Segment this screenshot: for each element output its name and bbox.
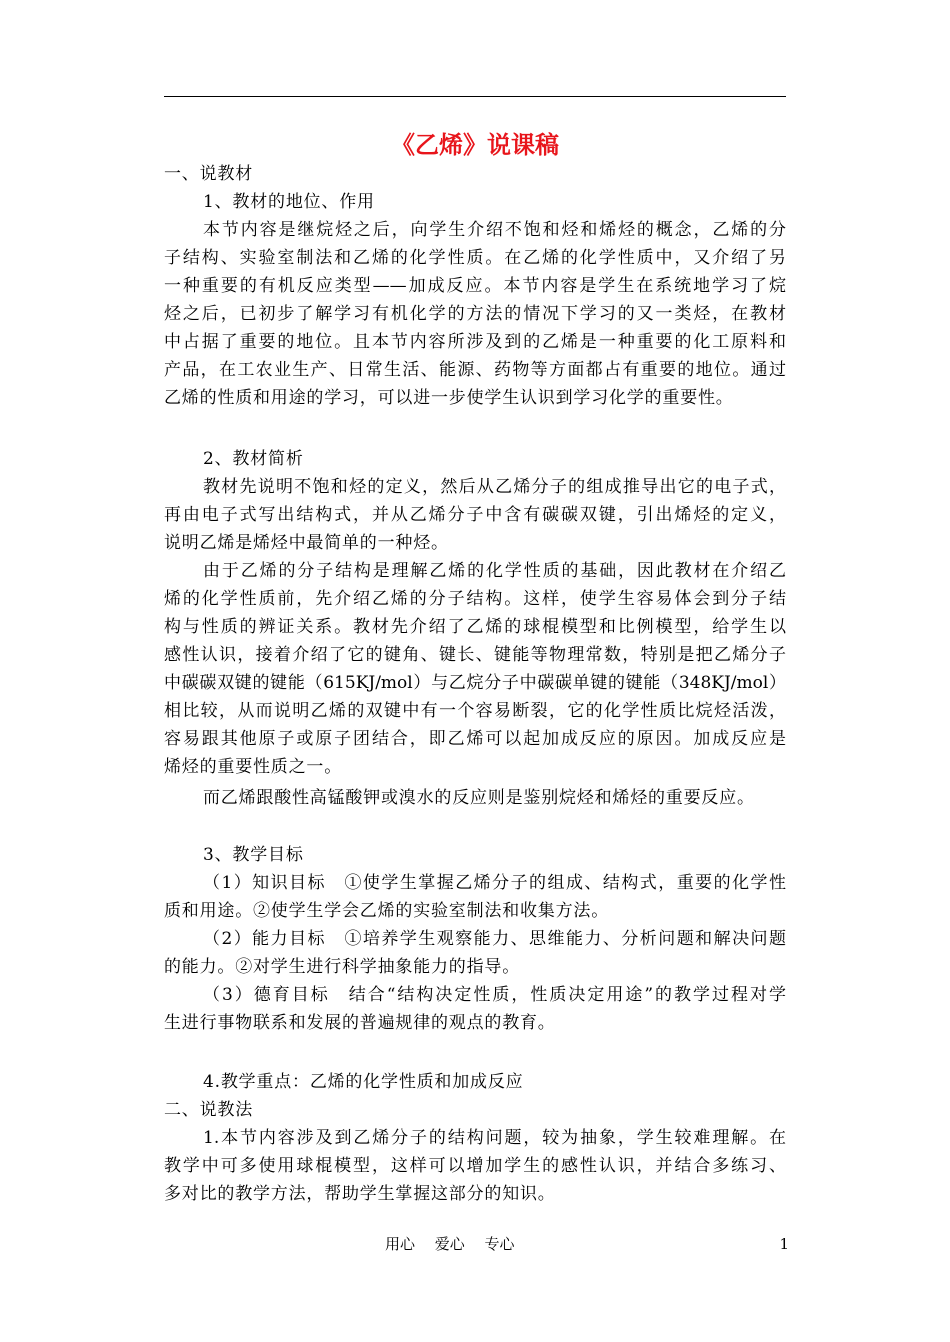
- paragraph-line: 一种重要的有机反应类型——加成反应。本节内容是学生在系统地学习了烷: [164, 276, 786, 296]
- paragraph-line: 烯的化学性质前，先介绍乙烯的分子结构。这样，使学生容易体会到分子结: [164, 589, 786, 609]
- paragraph-line: 由于乙烯的分子结构是理解乙烯的化学性质的基础，因此教材在介绍乙: [203, 561, 786, 581]
- paragraph-line: （2）能力目标 ①培养学生观察能力、思维能力、分析问题和解决问题: [203, 929, 786, 949]
- paragraph-line: 子结构、实验室制法和乙烯的化学性质。在乙烯的化学性质中，又介绍了另: [164, 248, 786, 268]
- subsection-heading: 4.教学重点：乙烯的化学性质和加成反应: [203, 1072, 524, 1092]
- paragraph-line: 教学中可多使用球棍模型，这样可以增加学生的感性认识，并结合多练习、: [164, 1156, 786, 1176]
- paragraph-line: 再由电子式写出结构式，并从乙烯分子中含有碳碳双键，引出烯烃的定义，: [164, 505, 786, 525]
- page-number: 1: [779, 1235, 789, 1253]
- paragraph-line: （3）德育目标 结合“结构决定性质，性质决定用途”的教学过程对学: [203, 985, 786, 1005]
- paragraph-line: 容易跟其他原子或原子团结合，即乙烯可以起加成反应的原因。加成反应是: [164, 729, 786, 749]
- page-footer: [0, 1232, 950, 1256]
- paragraph-line: 质和用途。②使学生学会乙烯的实验室制法和收集方法。: [164, 901, 609, 921]
- paragraph-line: 产品，在工农业生产、日常生活、能源、药物等方面都占有重要的地位。通过: [164, 360, 786, 380]
- paragraph-line: 中占据了重要的地位。且本节内容所涉及到的乙烯是一种重要的化工原料和: [164, 332, 786, 352]
- paragraph-line: 多对比的教学方法，帮助学生掌握这部分的知识。: [164, 1184, 556, 1204]
- paragraph-line: 而乙烯跟酸性高锰酸钾或溴水的反应则是鉴别烷烃和烯烃的重要反应。: [203, 788, 755, 808]
- paragraph-line: 烃之后，已初步了解学习有机化学的方法的情况下学习的又一类烃，在教材: [164, 304, 786, 324]
- paragraph-line: 相比较，从而说明乙烯的双键中有一个容易断裂，它的化学性质比烷烃活泼，: [164, 701, 786, 721]
- section-heading: 一、说教材: [164, 164, 253, 184]
- paragraph-line: 构与性质的辨证关系。教材先介绍了乙烯的球棍模型和比例模型，给学生以: [164, 617, 786, 637]
- header-rule: [164, 96, 786, 97]
- paragraph-line: （1）知识目标 ①使学生掌握乙烯分子的组成、结构式，重要的化学性: [203, 873, 786, 893]
- footer-motto: 用心 爱心 专心: [385, 1235, 515, 1253]
- paragraph-line: 的能力。②对学生进行科学抽象能力的指导。: [164, 957, 520, 977]
- paragraph-line: 感性认识，接着介绍了它的键角、键长、键能等物理常数，特别是把乙烯分子: [164, 645, 786, 665]
- section-heading: 二、说教法: [164, 1100, 253, 1120]
- paragraph-line: 生进行事物联系和发展的普遍规律的观点的教育。: [164, 1013, 556, 1033]
- subsection-heading: 3、教学目标: [203, 845, 304, 865]
- document-title: 《乙烯》说课稿: [391, 131, 559, 159]
- paragraph-line: 中碳碳双键的键能（615KJ/mol）与乙烷分子中碳碳单键的键能（348KJ/mol）: [164, 673, 786, 693]
- subsection-heading: 1、教材的地位、作用: [203, 192, 375, 212]
- paragraph-line: 本节内容是继烷烃之后，向学生介绍不饱和烃和烯烃的概念，乙烯的分: [203, 220, 786, 240]
- paragraph-line: 教材先说明不饱和烃的定义，然后从乙烯分子的组成推导出它的电子式，: [203, 477, 786, 497]
- subsection-heading: 2、教材简析: [203, 449, 304, 469]
- paragraph-line: 说明乙烯是烯烃中最简单的一种烃。: [164, 533, 449, 553]
- paragraph-line: 1.本节内容涉及到乙烯分子的结构问题，较为抽象，学生较难理解。在: [203, 1128, 786, 1148]
- paragraph-line: 乙烯的性质和用途的学习，可以进一步使学生认识到学习化学的重要性。: [164, 388, 734, 408]
- paragraph-line: 烯烃的重要性质之一。: [164, 757, 342, 777]
